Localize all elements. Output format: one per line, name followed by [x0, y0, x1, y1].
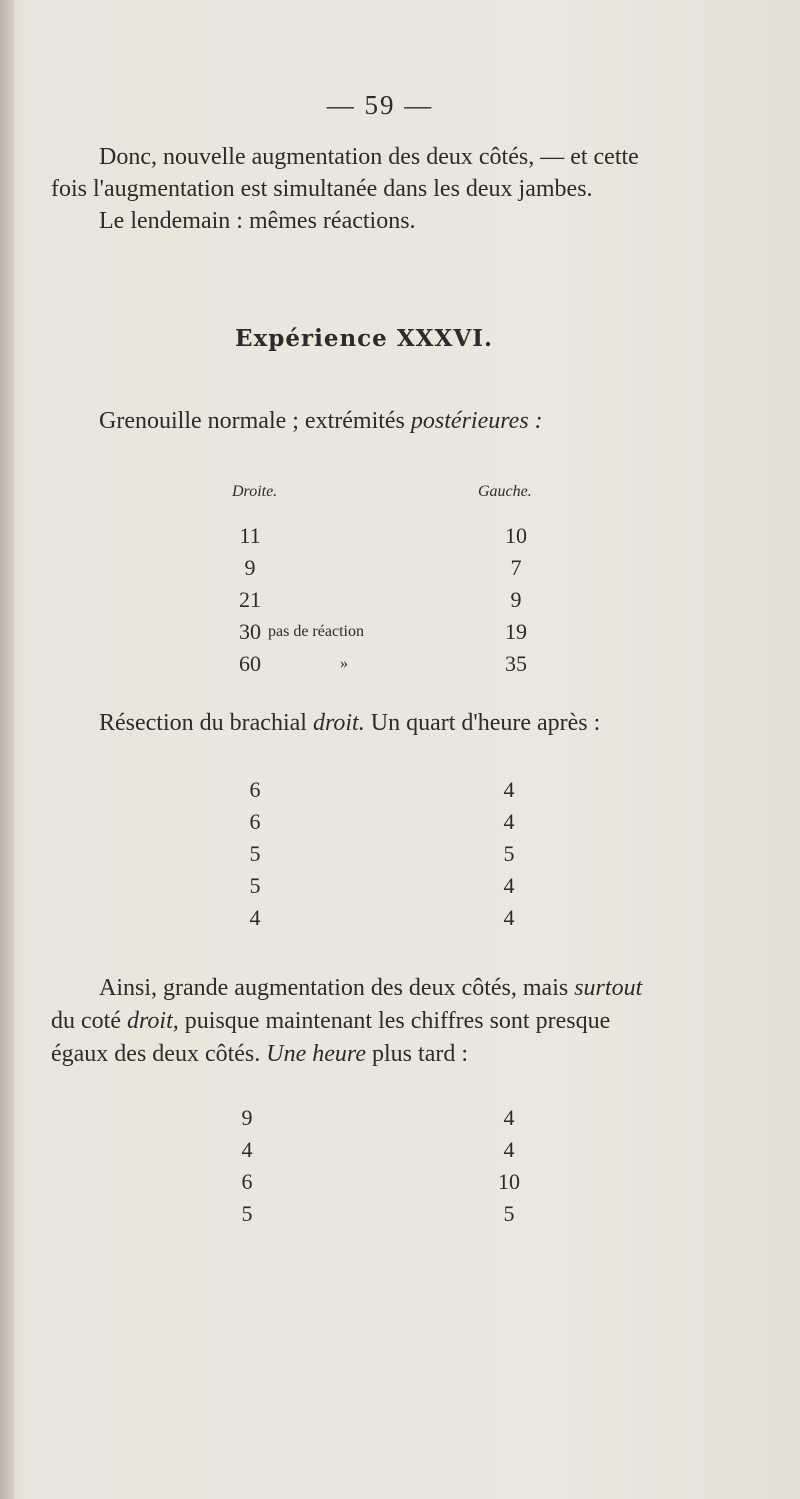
t1-row1-gauche: 10 [505, 523, 527, 548]
t1-row2-droite: 9 [244, 555, 256, 580]
ainsi-l2-italic: droit, [126, 1008, 179, 1034]
resection-line [99, 707, 600, 739]
resection-text-2: Un quart d'heure après : [370, 710, 601, 736]
t1-row5-gauche: 35 [505, 651, 527, 676]
intro-line-2: fois l'augmentation est simultanée dans les deux jambes. [51, 176, 593, 202]
t1-row5-droite: 60 [239, 651, 261, 676]
frog-italic: postérieures : [410, 408, 543, 434]
t1-row4-droite: 30 [239, 619, 261, 644]
ainsi-line-1 [99, 972, 642, 1004]
t1-row4-gauche: 19 [505, 619, 527, 644]
t2-row2-gauche: 4 [503, 809, 515, 834]
column-header-droite: Droite. [232, 483, 278, 500]
t1-row3-droite: 21 [239, 587, 261, 612]
ainsi-l1-italic: surtout [574, 975, 643, 1001]
column-header-gauche: Gauche. [478, 483, 532, 500]
t1-row1-droite: 11 [239, 523, 261, 548]
ainsi-l2-text1: du coté [51, 1008, 121, 1034]
t3-row1-droite: 9 [241, 1105, 253, 1130]
t2-row1-droite: 6 [249, 777, 261, 802]
t1-row2-gauche: 7 [510, 555, 522, 580]
t3-row3-gauche: 10 [498, 1169, 520, 1194]
t2-row1-gauche: 4 [503, 777, 515, 802]
resection-italic: droit. [312, 710, 365, 736]
frog-description [99, 405, 543, 437]
resection-text-1: Résection du brachial [99, 710, 307, 736]
ainsi-l1-text: Ainsi, grande augmentation des deux côtés, mais [99, 975, 569, 1001]
ainsi-l3-text2: plus tard : [372, 1041, 469, 1067]
ainsi-l3-text1: égaux des deux côtés. [51, 1041, 261, 1067]
t3-row4-droite: 5 [241, 1201, 253, 1226]
t2-row5-droite: 4 [249, 905, 261, 930]
ainsi-l3-italic: Une heure [266, 1041, 367, 1067]
t1-row3-gauche: 9 [510, 587, 522, 612]
t3-row2-droite: 4 [241, 1137, 253, 1162]
ainsi-line-2 [51, 1005, 610, 1037]
t2-row4-gauche: 4 [503, 873, 515, 898]
t1-row5-note: » [340, 655, 348, 672]
page-spine-shadow [0, 0, 14, 1499]
t3-row4-gauche: 5 [503, 1201, 515, 1226]
ainsi-l2-text2: puisque maintenant les chiffres sont presque [184, 1008, 611, 1034]
frog-text: Grenouille normale ; extrémités [99, 408, 405, 434]
t3-row3-droite: 6 [241, 1169, 253, 1194]
t2-row3-gauche: 5 [503, 841, 515, 866]
t2-row4-droite: 5 [249, 873, 261, 898]
intro-line-3: Le lendemain : mêmes réactions. [99, 208, 416, 234]
ainsi-line-3 [51, 1038, 468, 1070]
intro-line-1: Donc, nouvelle augmentation des deux côtés, — et cette [99, 144, 639, 170]
t2-row3-droite: 5 [249, 841, 261, 866]
experiment-heading: Expérience XXXVI. [235, 325, 493, 352]
t1-row4-note: pas de réaction [268, 623, 364, 640]
t3-row2-gauche: 4 [503, 1137, 515, 1162]
page-number: — 59 — [326, 90, 434, 120]
t2-row2-droite: 6 [249, 809, 261, 834]
t2-row5-gauche: 4 [503, 905, 515, 930]
t3-row1-gauche: 4 [503, 1105, 515, 1130]
